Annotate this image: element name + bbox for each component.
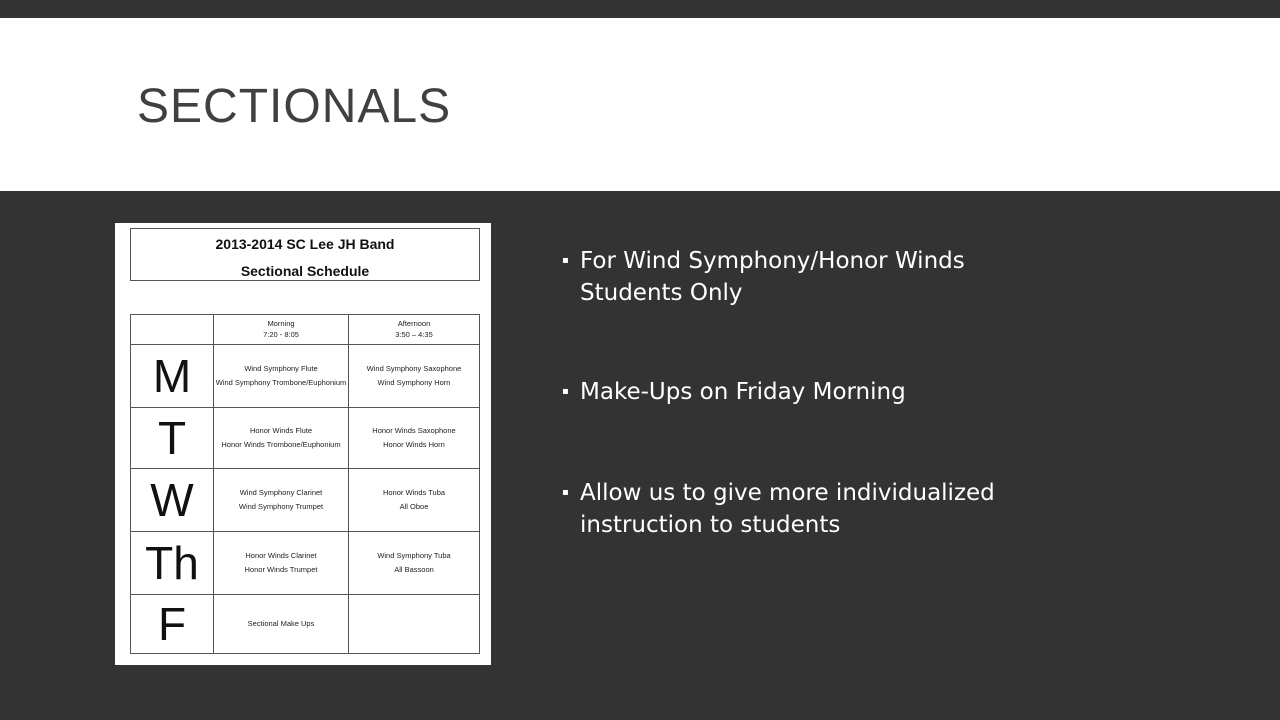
session-text: Wind Symphony Clarinet — [239, 487, 323, 497]
session-text: Honor Winds Trombone/Euphonium — [221, 440, 341, 449]
session-text: Honor Winds Saxophone — [372, 425, 456, 435]
bullet-text: Allow us to give more individualized instruction to students — [580, 480, 995, 538]
schedule-row — [131, 345, 480, 408]
session-text: Honor Winds Tuba — [382, 487, 446, 497]
session-text: All Bassoon — [394, 565, 434, 574]
session-text: All Oboe — [399, 502, 429, 511]
day-label: T — [131, 408, 214, 469]
day-label: M — [131, 345, 214, 408]
session-text: Wind Symphony Flute — [244, 363, 318, 373]
session-text: Honor Winds Flute — [249, 425, 313, 435]
bullet-item — [562, 477, 1042, 541]
schedule-corner-cell — [131, 315, 214, 345]
morning-cell — [214, 595, 349, 654]
schedule-row — [131, 469, 480, 532]
session-text: Honor Winds Trumpet — [244, 565, 318, 574]
bullet-square-icon: ▪ — [562, 255, 569, 266]
schedule-row — [131, 595, 480, 654]
afternoon-cell — [349, 532, 480, 595]
column-name: Afternoon — [397, 319, 431, 329]
day-label: F — [131, 595, 214, 654]
bullet-square-icon: ▪ — [562, 386, 569, 397]
schedule-table — [130, 314, 480, 654]
afternoon-cell — [349, 595, 480, 654]
column-header-morning — [214, 315, 349, 345]
schedule-header-row — [131, 315, 480, 345]
morning-cell — [214, 345, 349, 408]
document-header — [130, 228, 480, 281]
session-text: Honor Winds Clarinet — [245, 550, 317, 560]
column-header-afternoon — [349, 315, 480, 345]
bullet-item — [562, 245, 1042, 309]
schedule-document-image — [115, 223, 491, 665]
morning-cell — [214, 532, 349, 595]
bullet-item — [562, 376, 1042, 408]
day-label: Th — [131, 532, 214, 595]
afternoon-cell — [349, 469, 480, 532]
morning-cell — [214, 469, 349, 532]
bullet-square-icon: ▪ — [562, 487, 569, 498]
session-text: Wind Symphony Saxophone — [366, 363, 462, 373]
afternoon-cell — [349, 345, 480, 408]
session-text: Honor Winds Horn — [383, 440, 445, 449]
session-text: Sectional Make Ups — [247, 618, 315, 628]
column-time: 3:50 – 4:35 — [395, 329, 433, 339]
afternoon-cell — [349, 408, 480, 469]
session-text: Wind Symphony Trumpet — [238, 502, 324, 511]
session-text: Wind Symphony Tuba — [377, 550, 451, 560]
column-name: Morning — [267, 319, 295, 329]
bullet-text: For Wind Symphony/Honor Winds Students Only — [580, 248, 965, 306]
column-time: 7:20 - 8:05 — [263, 329, 299, 339]
schedule-row — [131, 532, 480, 595]
document-header-line-1: 2013-2014 SC Lee JH Band — [215, 236, 395, 252]
day-label: W — [131, 469, 214, 532]
session-text: Wind Symphony Horn — [377, 378, 451, 387]
slide-title: SECTIONALS — [137, 80, 452, 133]
session-text: Wind Symphony Trombone/Euphonium — [215, 378, 347, 387]
bullet-text: Make-Ups on Friday Morning — [580, 379, 906, 405]
document-header-line-2: Sectional Schedule — [240, 263, 370, 279]
schedule-row — [131, 408, 480, 469]
morning-cell — [214, 408, 349, 469]
